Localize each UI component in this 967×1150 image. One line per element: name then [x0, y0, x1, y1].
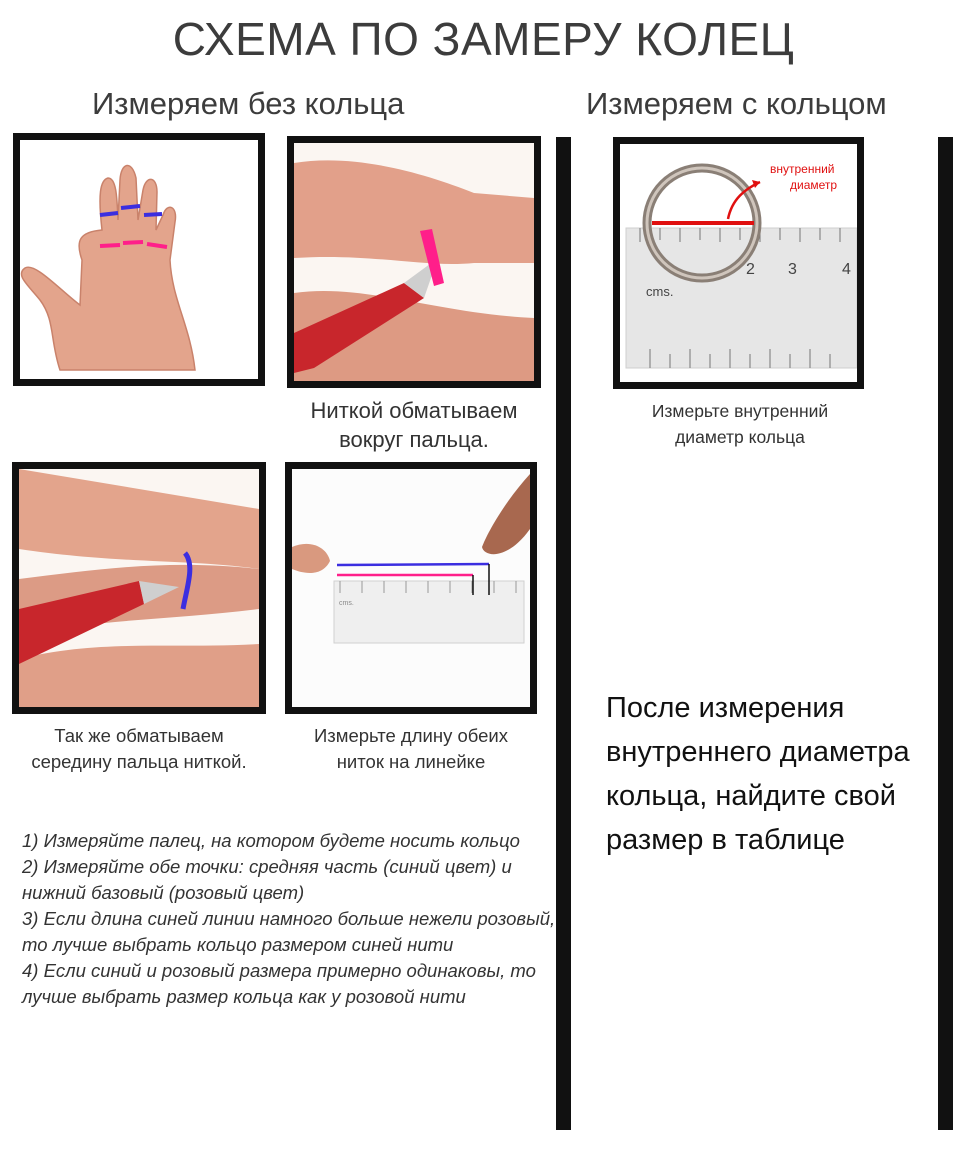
page-title: СХЕМА ПО ЗАМЕРУ КОЛЕЦ	[172, 13, 795, 65]
photo-hand-marks	[13, 133, 265, 386]
diameter-label-2: диаметр	[790, 178, 838, 192]
diameter-label-1: внутренний	[770, 162, 835, 176]
ring-ruler-unit: cms.	[646, 284, 674, 299]
note-2: 2) Измеряйте обе точки: средняя часть (синий цвет) и нижний базовый (розовый цвет)	[22, 856, 512, 903]
measurement-notes	[22, 828, 562, 1010]
right-edge-bar	[938, 137, 953, 1130]
left-heading: Измеряем без кольца	[92, 86, 405, 121]
caption-wrap	[283, 396, 545, 454]
photo-wrap-finger	[287, 136, 541, 388]
photo-ring-ruler	[613, 137, 864, 389]
note-3: 3) Если длина синей линии намного больше нежели розовый, то лучше выбрать кольцо размером синей нити	[22, 908, 556, 955]
caption-ruler	[281, 723, 541, 775]
caption-ring-line-1: Измерьте внутренний	[651, 401, 829, 421]
caption-middle	[8, 723, 270, 775]
right-heading: Измеряем с кольцом	[586, 86, 887, 121]
ring-ruler-num-3: 3	[788, 261, 797, 278]
caption-ruler-line-2: ниток на линейке	[336, 751, 486, 772]
caption-ruler-line-1: Измерьте длину обеих	[313, 725, 509, 746]
caption-middle-line-1: Так же обматываем	[54, 725, 224, 746]
photo-wrap-middle	[12, 462, 266, 714]
ring-ruler-num-2: 2	[746, 261, 755, 278]
ruler-unit-small: cms.	[339, 600, 354, 607]
caption-middle-line-2: середину пальца ниткой.	[31, 751, 247, 772]
caption-ring	[620, 398, 860, 450]
ring-ruler-num-4: 4	[842, 261, 851, 278]
photo-ruler-threads	[285, 462, 537, 714]
caption-ring-line-2: диаметр кольца	[675, 427, 805, 447]
caption-wrap-line-1: Ниткой обматываем	[310, 398, 518, 423]
caption-wrap-line-2: вокруг пальца.	[339, 427, 489, 452]
note-4: 4) Если синий и розовый размера примерно одинаковы, то лучше выбрать размер кольца как у розовой нити	[22, 960, 536, 1007]
after-measurement-text: После измерения внутреннего диаметра кольца, найдите свой размер в таблице	[606, 692, 910, 856]
note-1: 1) Измеряйте палец, на котором будете носить кольцо	[22, 830, 520, 851]
